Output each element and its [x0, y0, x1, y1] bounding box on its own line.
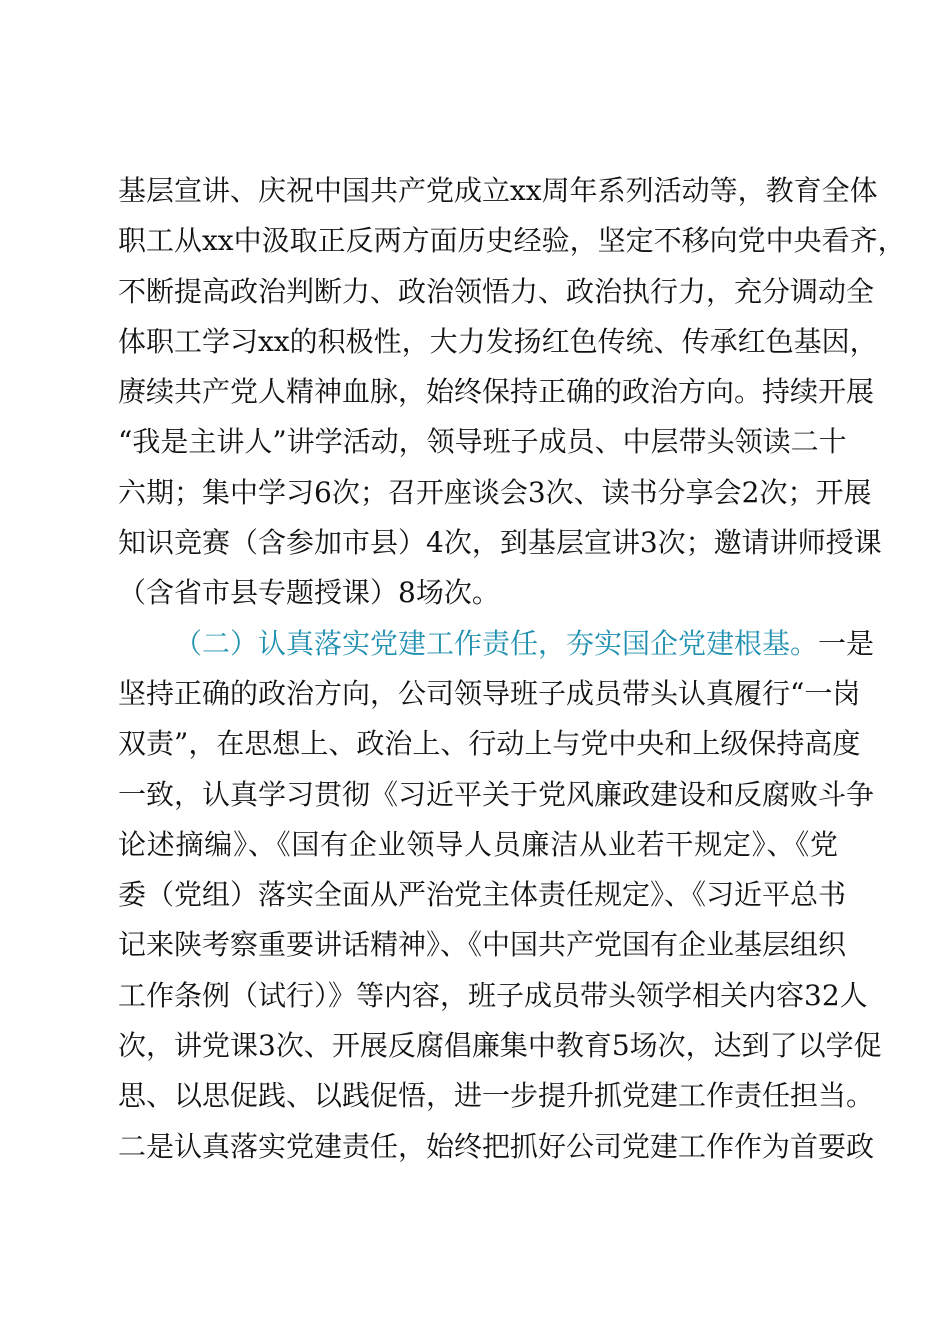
paragraph-line: 委（党组）落实全面从严治党主体责任规定》、《习近平总书: [118, 878, 847, 912]
paragraph-line: 次，讲党课3次、开展反腐倡廉集中教育5场次，达到了以学促: [118, 1029, 882, 1063]
paragraph-2: [118, 619, 882, 1172]
paragraph-line: 记来陕考察重要讲话精神》、《中国共产党国有企业基层组织: [118, 928, 847, 962]
paragraph-line: 体职工学习xx的积极性，大力发扬红色传统、传承红色基因，: [118, 324, 878, 358]
paragraph-first-line: [118, 619, 875, 669]
paragraph-line: （含省市县专题授课）8场次。: [118, 576, 500, 610]
paragraph-1: [118, 166, 906, 619]
paragraph-line: 职工从xx中汲取正反两方面历史经验，坚定不移向党中央看齐，: [118, 224, 906, 258]
paragraph-line: 思、以思促践、以践促悟，进一步提升抓党建工作责任担当。: [118, 1079, 875, 1113]
paragraph-line: 基层宣讲、庆祝中国共产党成立xx周年系列活动等，教育全体: [118, 174, 878, 207]
paragraph-line: 工作条例（试行）》等内容，班子成员带头领学相关内容32人: [118, 978, 868, 1012]
paragraph-line: 赓续共产党人精神血脉，始终保持正确的政治方向。持续开展: [118, 375, 875, 409]
document-body: [118, 166, 906, 1172]
paragraph-line: 双责”，在思想上、政治上、行动上与党中央和上级保持高度: [118, 727, 861, 761]
paragraph-line: 论述摘编》、《国有企业领导人员廉洁从业若干规定》、《党: [118, 827, 838, 861]
paragraph-line: 六期；集中学习6次；召开座谈会3次、读书分享会2次；开展: [118, 475, 872, 509]
paragraph-line: 二是认真落实党建责任，始终把抓好公司党建工作作为首要政: [118, 1129, 875, 1163]
paragraph-line: 坚持正确的政治方向，公司领导班子成员带头认真履行“一岗: [118, 676, 861, 710]
heading-continuation: 一是: [818, 626, 875, 660]
section-heading: （二）认真落实党建工作责任，夯实国企党建根基。: [174, 626, 819, 660]
paragraph-line: “我是主讲人”讲学活动，领导班子成员、中层带头领读二十: [118, 425, 847, 459]
paragraph-line: 一致，认真学习贯彻《习近平关于党风廉政建设和反腐败斗争: [118, 777, 875, 811]
paragraph-line: 知识竞赛（含参加市县）4次，到基层宣讲3次；邀请讲师授课: [118, 526, 882, 560]
paragraph-line: 不断提高政治判断力、政治领悟力、政治执行力，充分调动全: [118, 274, 875, 308]
